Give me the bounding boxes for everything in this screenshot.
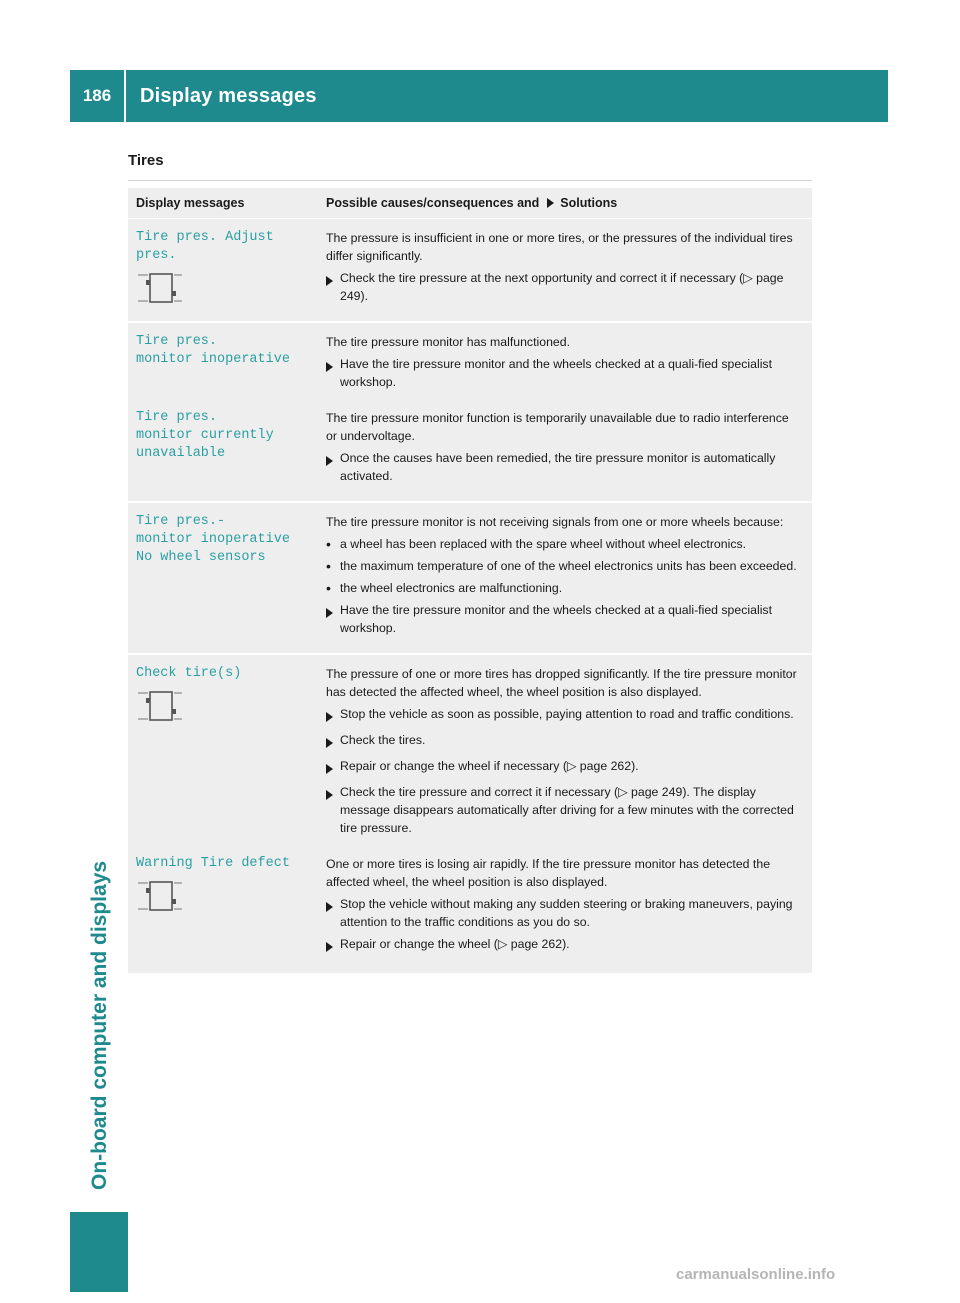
solution-cell xyxy=(314,513,812,641)
tire-pressure-icon xyxy=(136,689,184,723)
display-message-text: Tire pres. monitor currently unavailable xyxy=(136,410,274,461)
divider xyxy=(128,180,812,181)
step-arrow-icon xyxy=(326,757,340,779)
tire-pressure-icon xyxy=(136,879,184,913)
display-message-text: Tire pres. monitor inoperative xyxy=(136,334,290,367)
message-cell xyxy=(128,409,314,489)
list-item xyxy=(326,557,802,575)
solution-step xyxy=(326,895,802,931)
solution-step-text: Check the tire pressure at the next opportunity and correct it if necessary (▷ page 249). xyxy=(340,271,784,303)
message-cell xyxy=(128,229,314,309)
solution-step xyxy=(326,449,802,485)
side-tab-label: On-board computer and displays xyxy=(88,860,111,1190)
step-arrow-icon xyxy=(326,783,340,837)
step-arrow-icon xyxy=(326,601,340,637)
step-arrow-icon xyxy=(326,705,340,727)
cause-text: The pressure is insufficient in one or more tires, or the pressures of the individual tires differ significantly. xyxy=(326,231,793,263)
step-arrow-icon xyxy=(326,355,340,391)
tire-pressure-icon xyxy=(136,271,184,305)
solution-step-text: Check the tire pressure and correct it if necessary (▷ page 249). The display message disappears automatically after driving for a few minutes with the corrected tire pressure. xyxy=(340,785,794,835)
table-header xyxy=(128,188,812,219)
list-item-text: the maximum temperature of one of the wheel electronics units has been exceeded. xyxy=(340,559,797,573)
solution-step-text: Have the tire pressure monitor and the wheels checked at a quali-fied specialist workshop. xyxy=(340,603,772,635)
messages-table xyxy=(128,188,812,975)
solution-step-text: Repair or change the wheel if necessary (▷ page 262). xyxy=(340,759,639,773)
solution-cell xyxy=(314,665,812,841)
display-message-text: Tire pres. Adjust pres. xyxy=(136,230,274,263)
list-item xyxy=(326,579,802,597)
table-row xyxy=(128,333,812,395)
display-message-text: Tire pres.- monitor inoperative No wheel sensors xyxy=(136,514,290,565)
section-title: Tires xyxy=(128,152,164,169)
table-row xyxy=(128,665,812,841)
solution-step xyxy=(326,355,802,391)
table-row-group xyxy=(128,655,812,975)
list-item xyxy=(326,535,802,553)
table-row-group xyxy=(128,503,812,655)
page-number: 186 xyxy=(70,70,126,122)
solution-step-text: Once the causes have been remedied, the tire pressure monitor is automatically activated. xyxy=(340,451,776,483)
header-title: Display messages xyxy=(140,84,317,107)
solution-step-text: Repair or change the wheel (▷ page 262). xyxy=(340,937,570,951)
message-cell xyxy=(128,333,314,395)
solution-cell xyxy=(314,855,812,961)
table-row-group xyxy=(128,219,812,323)
solution-step xyxy=(326,601,802,637)
arrow-icon xyxy=(547,198,554,208)
solution-step xyxy=(326,731,802,753)
cause-text: The tire pressure monitor is not receiving signals from one or more wheels because: xyxy=(326,515,784,529)
solution-step xyxy=(326,269,802,305)
message-cell xyxy=(128,855,314,961)
step-arrow-icon xyxy=(326,895,340,931)
cause-text: One or more tires is losing air rapidly. If the tire pressure monitor has detected the affected wheel, the wheel position is also displayed. xyxy=(326,857,771,889)
solution-step-text: Stop the vehicle without making any sudden steering or braking maneuvers, paying attention to the traffic conditions as you do so. xyxy=(340,897,793,929)
table-row xyxy=(128,855,812,961)
page-header xyxy=(70,70,888,122)
step-arrow-icon xyxy=(326,731,340,753)
table-row xyxy=(128,513,812,641)
solution-step xyxy=(326,705,802,727)
column-header-messages: Display messages xyxy=(136,196,245,210)
table-row-group xyxy=(128,323,812,503)
cause-text: The tire pressure monitor function is temporarily unavailable due to radio interference or undervoltage. xyxy=(326,411,789,443)
step-arrow-icon xyxy=(326,449,340,485)
display-message-text: Warning Tire defect xyxy=(136,856,290,871)
solution-step xyxy=(326,783,802,837)
table-row xyxy=(128,229,812,309)
list-item-text: a wheel has been replaced with the spare wheel without wheel electronics. xyxy=(340,537,747,551)
display-message-text: Check tire(s) xyxy=(136,666,242,681)
bullet-icon: • xyxy=(326,558,331,574)
watermark: carmanualsonline.info xyxy=(676,1266,836,1283)
step-arrow-icon xyxy=(326,935,340,957)
solution-cell xyxy=(314,409,812,489)
cause-text: The tire pressure monitor has malfunctioned. xyxy=(326,335,571,349)
solution-cell xyxy=(314,229,812,309)
message-cell xyxy=(128,665,314,841)
column-header-solutions-text: Possible causes/consequences and xyxy=(326,196,540,210)
column-header-solutions xyxy=(314,196,812,210)
solution-step-text: Check the tires. xyxy=(340,733,426,747)
cause-text: The pressure of one or more tires has dropped significantly. If the tire pressure monitor has detected the affected wheel, the wheel position is also displayed. xyxy=(326,667,797,699)
bullet-icon: • xyxy=(326,580,331,596)
solution-step-text: Stop the vehicle as soon as possible, paying attention to road and traffic conditions. xyxy=(340,707,794,721)
solution-step xyxy=(326,757,802,779)
column-header-solutions-suffix: Solutions xyxy=(560,196,618,210)
bullet-icon: • xyxy=(326,536,331,552)
solution-cell xyxy=(314,333,812,395)
message-cell xyxy=(128,513,314,641)
table-row xyxy=(128,409,812,489)
solution-step xyxy=(326,935,802,957)
table-body xyxy=(128,219,812,975)
list-item-text: the wheel electronics are malfunctioning. xyxy=(340,581,563,595)
step-arrow-icon xyxy=(326,269,340,305)
side-tab-block xyxy=(70,1212,128,1292)
solution-step-text: Have the tire pressure monitor and the wheels checked at a quali-fied specialist workshop. xyxy=(340,357,772,389)
